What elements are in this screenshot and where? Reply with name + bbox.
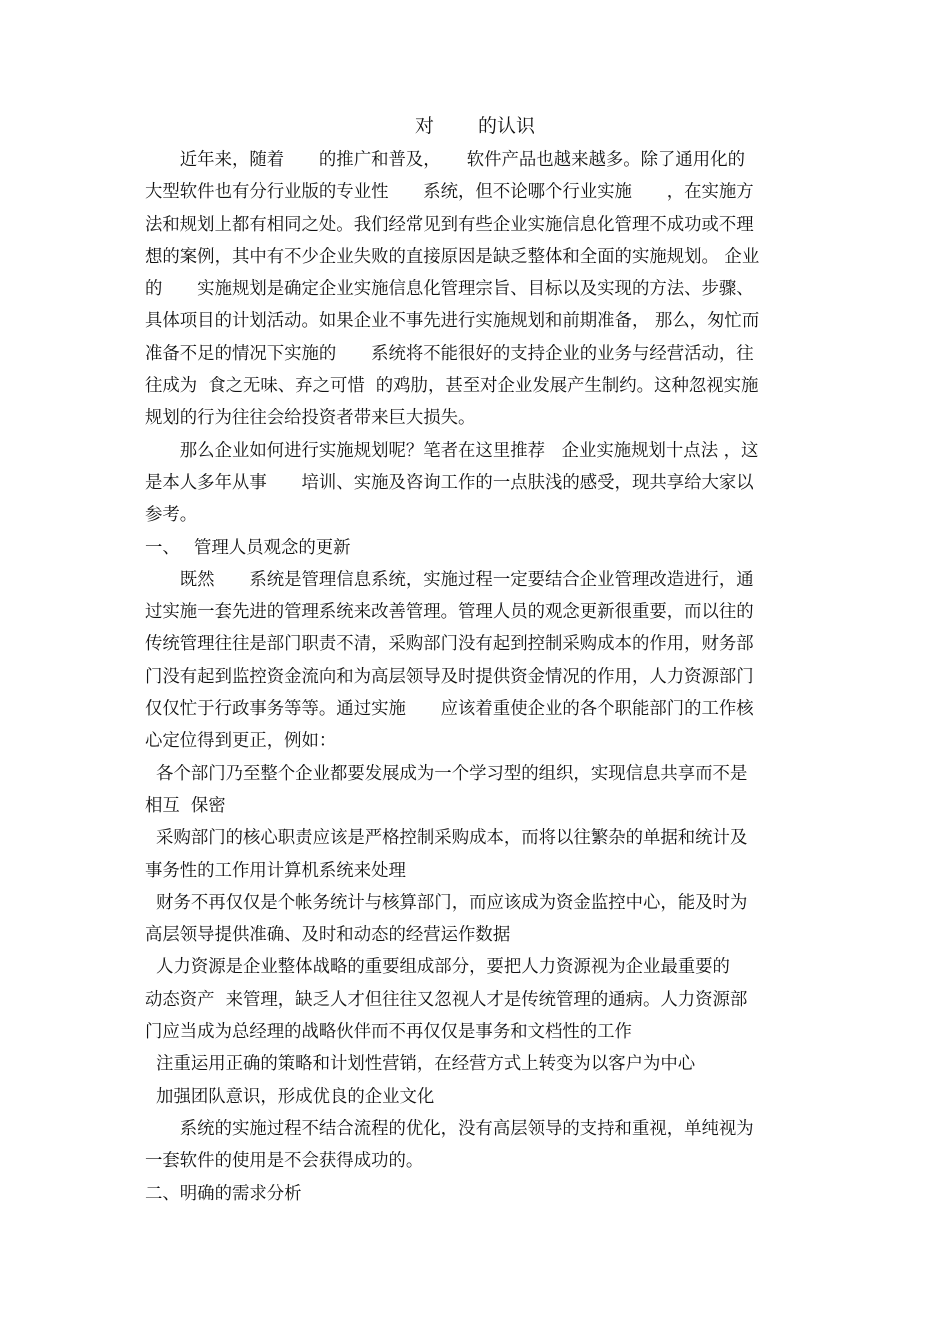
text-line: 参考。	[145, 505, 198, 526]
text-line: 是本人多年从事 培训、实施及咨询工作的一点肤浅的感受，现共享给大家以	[145, 472, 754, 493]
text-line: 往成为 食之无味、弃之可惜 的鸡肋，甚至对企业发展产生制约。这种忽视实施	[145, 376, 759, 397]
text-line: 那么企业如何进行实施规划呢？笔者在这里推荐 企业实施规划十点法 ，这	[145, 440, 759, 461]
text-line: 财务不再仅仅是个帐务统计与核算部门，而应该成为资金监控中心，能及时为	[145, 892, 748, 913]
document-body	[145, 144, 817, 1210]
text-line: 人力资源是企业整体战略的重要组成部分，要把人力资源视为企业最重要的	[145, 957, 730, 978]
text-line: 注重运用正确的策略和计划性营销，在经营方式上转变为以客户为中心	[145, 1054, 696, 1075]
text-line: 近年来，随着 的推广和普及， 软件产品也越来越多。除了通用化的	[145, 150, 745, 170]
text-line: 二、明确的需求分析	[145, 1183, 302, 1204]
text-line: 一、 管理人员观念的更新	[145, 537, 351, 558]
text-line: 仅仅忙于行政事务等等。通过实施 应该着重使企业的各个职能部门的工作核	[145, 699, 754, 720]
text-line: 加强团队意识，形成优良的企业文化	[145, 1086, 435, 1107]
text-line: 规划的行为往往会给投资者带来巨大损失。	[145, 408, 476, 429]
text-line: 准备不足的情况下实施的 系统将不能很好的支持企业的业务与经营活动，往	[145, 343, 754, 364]
text-line: 系统的实施过程不结合流程的优化，没有高层领导的支持和重视，单纯视为	[145, 1118, 754, 1139]
text-line: 相互 保密	[145, 795, 226, 816]
text-line: 的 实施规划是确定企业实施信息化管理宗旨、目标以及实现的方法、步骤、	[145, 279, 754, 300]
text-line: 大型软件也有分行业版的专业性 系统，但不论哪个行业实施 ，在实施方	[145, 182, 754, 203]
text-line: 一套软件的使用是不会获得成功的。	[145, 1151, 424, 1172]
page-title: 对 的认识	[414, 115, 536, 137]
text-line: 事务性的工作用计算机系统来处理	[145, 860, 406, 881]
text-line: 门应当成为总经理的战略伙伴而不再仅仅是事务和文档性的工作	[145, 1022, 632, 1043]
text-line: 各个部门乃至整个企业都要发展成为一个学习型的组织，实现信息共享而不是	[145, 763, 748, 784]
text-line: 过实施一套先进的管理系统来改善管理。管理人员的观念更新很重要，而以往的	[145, 602, 754, 623]
text-line: 门没有起到监控资金流向和为高层领导及时提供资金情况的作用，人力资源部门	[145, 666, 754, 687]
text-line: 心定位得到更正，例如：	[145, 731, 337, 752]
text-line: 采购部门的核心职责应该是严格控制采购成本，而将以往繁杂的单据和统计及	[145, 828, 748, 849]
text-line: 动态资产 来管理，缺乏人才但往往又忽视人才是传统管理的通病。人力资源部	[145, 989, 748, 1010]
text-line: 具体项目的计划活动。如果企业不事先进行实施规划和前期准备， 那么，匆忙而	[145, 311, 760, 332]
text-line: 法和规划上都有相同之处。我们经常见到有些企业实施信息化管理不成功或不理	[145, 214, 754, 235]
text-line: 既然 系统是管理信息系统，实施过程一定要结合企业管理改造进行，通	[145, 569, 754, 590]
text-line: 传统管理往往是部门职责不清，采购部门没有起到控制采购成本的作用，财务部	[145, 634, 754, 655]
text-line: 想的案例，其中有不少企业失败的直接原因是缺乏整体和全面的实施规划。 企业	[145, 246, 760, 267]
text-line: 高层领导提供准确、及时和动态的经营运作数据	[145, 925, 511, 946]
